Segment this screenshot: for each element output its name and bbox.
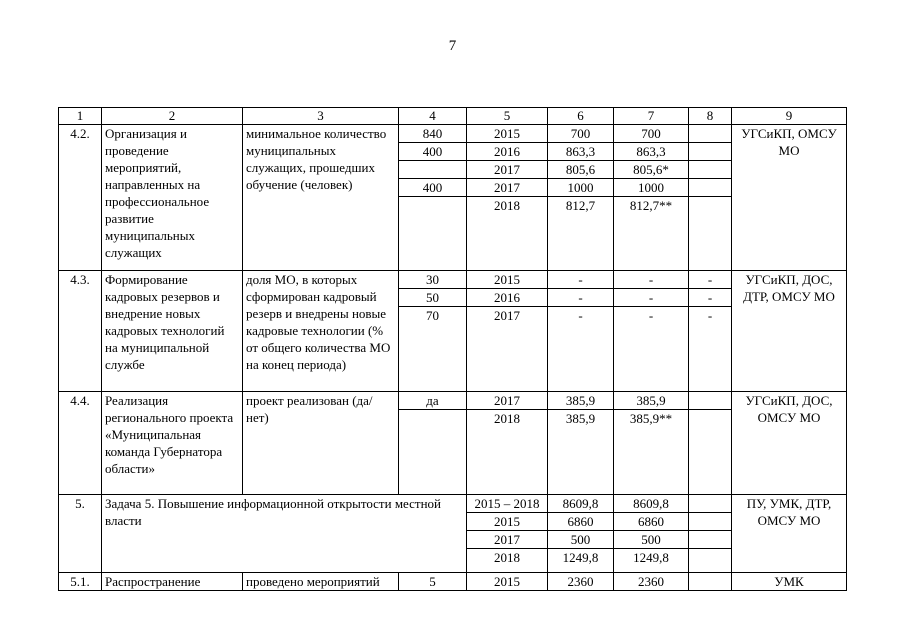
year: 2018 xyxy=(467,197,548,271)
amount-total: 2360 xyxy=(548,573,614,591)
amount-budget: 863,3 xyxy=(614,143,689,161)
target-value: 400 xyxy=(399,143,467,161)
amount-budget: - xyxy=(614,289,689,307)
amount-total: - xyxy=(548,271,614,289)
year: 2018 xyxy=(467,410,548,495)
header-cell: 7 xyxy=(614,108,689,125)
target-value: 30 xyxy=(399,271,467,289)
year: 2016 xyxy=(467,289,548,307)
year: 2017 xyxy=(467,392,548,410)
target-value: да xyxy=(399,392,467,410)
header-cell: 8 xyxy=(689,108,732,125)
amount-total: 1249,8 xyxy=(548,549,614,573)
task-title: Задача 5. Повышение информационной открытости местной власти xyxy=(102,495,467,573)
header-cell: 2 xyxy=(102,108,243,125)
amount-total: 700 xyxy=(548,125,614,143)
amount-other xyxy=(689,392,732,410)
amount-budget: - xyxy=(614,307,689,392)
table-row xyxy=(59,495,847,513)
indicator-name: проект реализован (да/нет) xyxy=(243,392,399,495)
amount-budget: 812,7** xyxy=(614,197,689,271)
amount-other xyxy=(689,549,732,573)
indicator-name: минимальное количество муниципальных служащих, прошедших обучение (человек) xyxy=(243,125,399,271)
amount-total: 812,7 xyxy=(548,197,614,271)
amount-other xyxy=(689,197,732,271)
measure-name: Формирование кадровых резервов и внедрение новых кадровых технологий на муниципальной службе xyxy=(102,271,243,392)
amount-other xyxy=(689,143,732,161)
target-value xyxy=(399,161,467,179)
header-cell: 3 xyxy=(243,108,399,125)
indicator-name: проведено мероприятий xyxy=(243,573,399,591)
table-row xyxy=(59,271,847,289)
amount-total: 385,9 xyxy=(548,392,614,410)
amount-budget: 700 xyxy=(614,125,689,143)
amount-budget: 2360 xyxy=(614,573,689,591)
header-cell: 6 xyxy=(548,108,614,125)
amount-total: - xyxy=(548,307,614,392)
indicator-name: доля МО, в которых сформирован кадровый резерв и внедрены новые кадровые технологии (% от общего количества МО на конец периода) xyxy=(243,271,399,392)
target-value: 5 xyxy=(399,573,467,591)
year: 2015 xyxy=(467,573,548,591)
amount-other: - xyxy=(689,271,732,289)
amount-budget: 500 xyxy=(614,531,689,549)
responsible: ПУ, УМК, ДТР, ОМСУ МО xyxy=(732,495,847,573)
responsible: УМК xyxy=(732,573,847,591)
amount-total: 8609,8 xyxy=(548,495,614,513)
amount-total: 385,9 xyxy=(548,410,614,495)
target-value xyxy=(399,197,467,271)
header-cell: 1 xyxy=(59,108,102,125)
item-number: 4.2. xyxy=(59,125,102,271)
year: 2017 xyxy=(467,531,548,549)
amount-other: - xyxy=(689,307,732,392)
item-number: 4.4. xyxy=(59,392,102,495)
target-value: 50 xyxy=(399,289,467,307)
amount-budget: 385,9** xyxy=(614,410,689,495)
table-row xyxy=(59,125,847,143)
amount-other xyxy=(689,410,732,495)
measure-name: Распространение xyxy=(102,573,243,591)
year: 2017 xyxy=(467,307,548,392)
year: 2015 xyxy=(467,125,548,143)
amount-budget: 8609,8 xyxy=(614,495,689,513)
header-row xyxy=(59,108,847,125)
table-row xyxy=(59,392,847,410)
responsible: УГСиКП, ДОС, ОМСУ МО xyxy=(732,392,847,495)
year: 2017 xyxy=(467,161,548,179)
header-cell: 4 xyxy=(399,108,467,125)
amount-other xyxy=(689,531,732,549)
amount-budget: 1000 xyxy=(614,179,689,197)
amount-other xyxy=(689,495,732,513)
amount-budget: 1249,8 xyxy=(614,549,689,573)
target-value: 400 xyxy=(399,179,467,197)
amount-total: 805,6 xyxy=(548,161,614,179)
target-value: 70 xyxy=(399,307,467,392)
year: 2015 xyxy=(467,271,548,289)
target-value xyxy=(399,410,467,495)
header-cell: 9 xyxy=(732,108,847,125)
amount-other xyxy=(689,161,732,179)
amount-other xyxy=(689,125,732,143)
header-cell: 5 xyxy=(467,108,548,125)
amount-other xyxy=(689,513,732,531)
table-row xyxy=(59,573,847,591)
year: 2015 – 2018 xyxy=(467,495,548,513)
amount-total: 500 xyxy=(548,531,614,549)
plan-table xyxy=(58,107,847,591)
amount-budget: - xyxy=(614,271,689,289)
amount-other xyxy=(689,573,732,591)
responsible: УГСиКП, ОМСУ МО xyxy=(732,125,847,271)
amount-total: 1000 xyxy=(548,179,614,197)
year: 2018 xyxy=(467,549,548,573)
amount-total: 6860 xyxy=(548,513,614,531)
year: 2017 xyxy=(467,179,548,197)
item-number: 4.3. xyxy=(59,271,102,392)
item-number: 5. xyxy=(59,495,102,573)
responsible: УГСиКП, ДОС, ДТР, ОМСУ МО xyxy=(732,271,847,392)
page-number: 7 xyxy=(448,38,457,54)
measure-name: Организация и проведение мероприятий, направленных на профессиональное развитие муниципальных служащих xyxy=(102,125,243,271)
item-number: 5.1. xyxy=(59,573,102,591)
amount-other xyxy=(689,179,732,197)
amount-other: - xyxy=(689,289,732,307)
amount-total: 863,3 xyxy=(548,143,614,161)
year: 2016 xyxy=(467,143,548,161)
target-value: 840 xyxy=(399,125,467,143)
measure-name: Реализация регионального проекта «Муниципальная команда Губернатора области» xyxy=(102,392,243,495)
year: 2015 xyxy=(467,513,548,531)
amount-budget: 385,9 xyxy=(614,392,689,410)
amount-budget: 6860 xyxy=(614,513,689,531)
amount-budget: 805,6* xyxy=(614,161,689,179)
amount-total: - xyxy=(548,289,614,307)
